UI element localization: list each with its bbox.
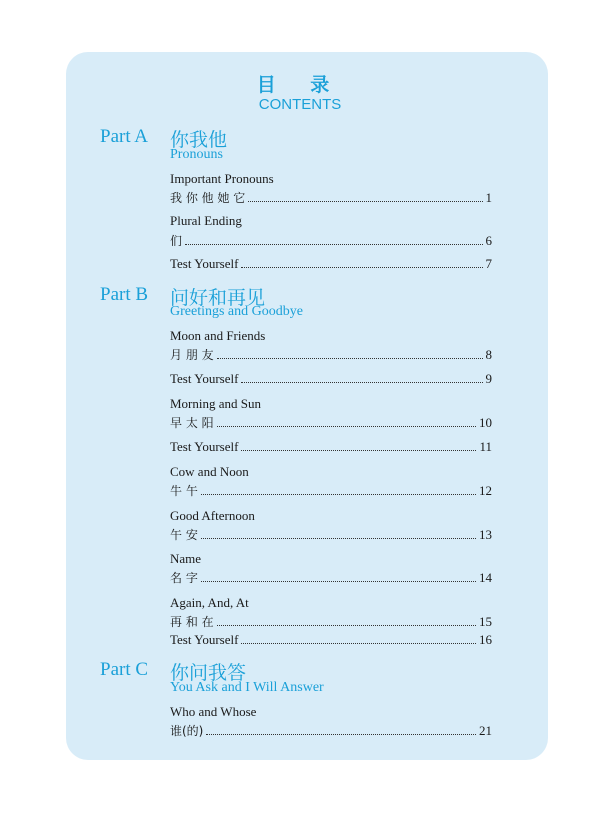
toc-line-label: 们 (170, 234, 183, 248)
dot-leader (217, 615, 476, 626)
dot-leader (241, 633, 476, 644)
dot-leader (201, 571, 476, 582)
toc-line-label: 我 你 他 她 它 (170, 191, 246, 205)
toc-line[interactable] (170, 256, 492, 274)
page-number: 6 (485, 233, 492, 248)
toc-line[interactable] (170, 232, 492, 250)
toc-line[interactable] (170, 613, 492, 631)
part-a-title-zh: 你我他 (170, 129, 228, 151)
page-number: 7 (485, 256, 492, 271)
entry-title: Morning and Sun (170, 396, 261, 411)
toc-line-label: Test Yourself (170, 632, 239, 647)
part-b-title-zh: 问好和再见 (170, 287, 266, 309)
toc-line-label: 午 安 (170, 528, 198, 542)
part-c-label: Part C (100, 659, 149, 680)
page-number: 15 (479, 614, 492, 629)
toc-line-label: 再 和 在 (170, 615, 214, 629)
toc-line-label: Test Yourself (170, 439, 239, 454)
page-title-en: CONTENTS (258, 96, 342, 113)
dot-leader (217, 348, 483, 359)
toc-line[interactable] (170, 632, 492, 650)
toc-line-label: 牛 午 (170, 484, 198, 498)
dot-leader (241, 257, 482, 268)
dot-leader (241, 372, 482, 383)
dot-leader (217, 416, 476, 427)
page-number: 1 (485, 190, 492, 205)
contents-panel (66, 52, 548, 760)
entry-title: Name (170, 551, 202, 566)
dot-leader (248, 191, 482, 202)
toc-line-label: 早 太 阳 (170, 416, 214, 430)
page-number: 13 (479, 527, 492, 542)
entry-title: Important Pronouns (170, 171, 274, 186)
part-a-label: Part A (100, 126, 149, 147)
part-a-title-en: Pronouns (170, 147, 223, 162)
toc-line[interactable] (170, 526, 492, 544)
part-c-title-zh: 你问我答 (170, 662, 247, 684)
dot-leader (201, 528, 476, 539)
dot-leader (241, 440, 476, 451)
page-number: 21 (479, 723, 492, 738)
page-number: 11 (479, 439, 492, 454)
dot-leader (201, 484, 476, 495)
toc-line[interactable] (170, 189, 492, 207)
page-title-zh: 目 录 (256, 74, 344, 96)
toc-line-label: Test Yourself (170, 371, 239, 386)
part-b-label: Part B (100, 284, 149, 305)
dot-leader (185, 234, 482, 245)
toc-line[interactable] (170, 482, 492, 500)
toc-line[interactable] (170, 722, 492, 740)
page-number: 8 (485, 347, 492, 362)
page-number: 16 (479, 632, 492, 647)
part-c-title-en: You Ask and I Will Answer (170, 680, 324, 695)
toc-line-label: 谁(的) (170, 724, 204, 738)
entry-title: Plural Ending (170, 213, 242, 228)
toc-line[interactable] (170, 569, 492, 587)
entry-title: Again, And, At (170, 595, 249, 610)
page-number: 10 (479, 415, 492, 430)
toc-line[interactable] (170, 371, 492, 389)
toc-line-label: 月 朋 友 (170, 348, 214, 362)
toc-line-label: 名 字 (170, 571, 198, 585)
toc-line[interactable] (170, 346, 492, 364)
toc-line-label: Test Yourself (170, 256, 239, 271)
page-number: 14 (479, 570, 492, 585)
entry-title: Cow and Noon (170, 464, 249, 479)
entry-title: Moon and Friends (170, 328, 266, 343)
entry-title: Who and Whose (170, 704, 257, 719)
toc-line[interactable] (170, 414, 492, 432)
page-number: 9 (485, 371, 492, 386)
entry-title: Good Afternoon (170, 508, 255, 523)
part-b-title-en: Greetings and Goodbye (170, 304, 303, 319)
page-number: 12 (479, 483, 492, 498)
toc-line[interactable] (170, 439, 492, 457)
dot-leader (206, 724, 476, 735)
